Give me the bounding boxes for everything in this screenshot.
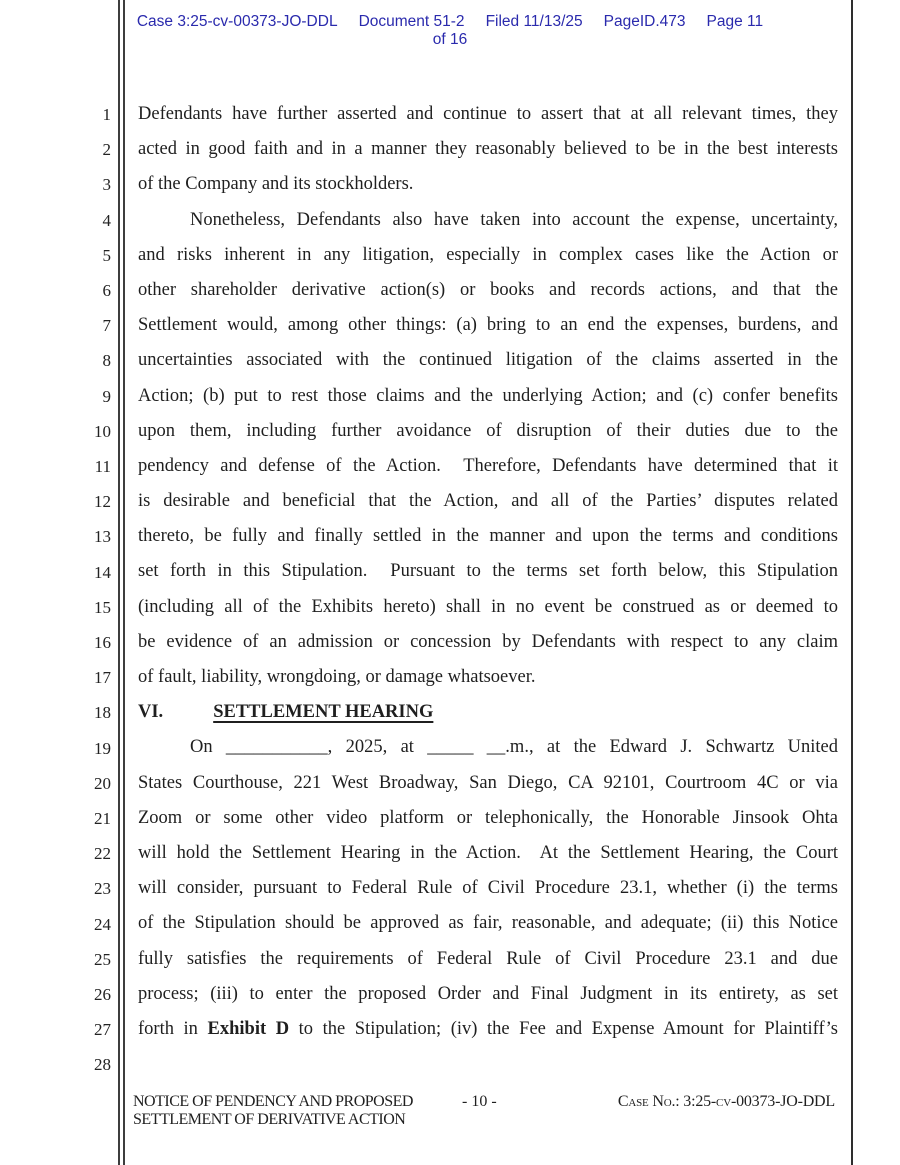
body-line: other shareholder derivative action(s) or books and records actions, and that the <box>138 279 838 300</box>
line-number: 6 <box>102 281 111 301</box>
body-line <box>138 1012 838 1047</box>
line-number: 28 <box>94 1055 111 1075</box>
line-number: 26 <box>94 985 111 1005</box>
line-number: 3 <box>102 175 111 195</box>
body-line: Action; (b) put to rest those claims and the underlying Action; and (c) confer benefits <box>138 385 838 406</box>
case-stamp-segment: Filed 11/13/25 <box>485 13 583 30</box>
line-number: 22 <box>94 844 111 864</box>
body-line: process; (iii) to enter the proposed Order and Final Judgment in its entirety, as set <box>138 983 838 1004</box>
left-double-rule-inner <box>123 0 125 1165</box>
body-line: and risks inherent in any litigation, especially in complex cases like the Action or <box>138 244 838 265</box>
body-line: acted in good faith and in a manner they reasonably believed to be in the best interests <box>138 139 838 160</box>
line-number: 19 <box>94 738 111 758</box>
section-heading <box>138 695 838 730</box>
body-line: uncertainties associated with the continued litigation of the claims asserted in the <box>138 350 838 371</box>
line-number: 9 <box>102 386 111 406</box>
body-line: (including all of the Exhibits hereto) shall in no event be construed as or deemed to <box>138 596 838 617</box>
body-line: pendency and defense of the Action. Therefore, Defendants have determined that it <box>138 455 838 476</box>
line-number: 13 <box>94 527 111 547</box>
case-stamp-segment: Page 11 <box>706 13 764 30</box>
pleading-body-text <box>138 97 838 1047</box>
line-number: 12 <box>94 492 111 512</box>
line-number: 2 <box>102 140 111 160</box>
line-number: 25 <box>94 949 111 969</box>
body-line: On ___________, 2025, at _____ __.m., at the Edward J. Schwartz United <box>190 737 838 758</box>
line-number: 11 <box>94 457 111 477</box>
body-text-segment: to the Stipulation; (iv) the Fee and Expense Amount for Plaintiff’s <box>289 1018 838 1039</box>
case-stamp-line1 <box>0 13 900 31</box>
line-number: 20 <box>94 773 111 793</box>
body-line: upon them, including further avoidance of disruption of their duties due to the <box>138 420 838 441</box>
case-stamp-line2: of 16 <box>432 30 468 48</box>
section-number: VI. <box>138 702 164 723</box>
body-line: Nonetheless, Defendants also have taken into account the expense, uncertainty, <box>190 209 838 230</box>
line-number: 17 <box>94 668 111 688</box>
body-line: Settlement would, among other things: (a) bring to an end the expenses, burdens, and <box>138 315 838 336</box>
footer-title-line2: SETTLEMENT OF DERIVATIVE ACTION <box>133 1110 406 1128</box>
line-number: 14 <box>94 562 111 582</box>
section-title: SETTLEMENT HEARING <box>213 702 434 723</box>
footer-case-number: Case No.: 3:25-cv-00373-JO-DDL <box>617 1093 835 1110</box>
line-number: 4 <box>102 210 111 230</box>
body-line: of the Stipulation should be approved as fair, reasonable, and adequate; (ii) this Notice <box>138 913 838 934</box>
case-stamp-segment: PageID.473 <box>603 13 686 30</box>
bold-exhibit-reference: Exhibit D <box>207 1018 290 1039</box>
line-number: 5 <box>102 245 111 265</box>
line-number: 10 <box>94 421 111 441</box>
body-line: fully satisfies the requirements of Federal Rule of Civil Procedure 23.1 and due <box>138 948 838 969</box>
line-number: 27 <box>94 1020 111 1040</box>
body-line: Zoom or some other video platform or telephonically, the Honorable Jinsook Ohta <box>138 807 838 828</box>
line-number: 16 <box>94 633 111 653</box>
body-line: will hold the Settlement Hearing in the Action. At the Settlement Hearing, the Court <box>138 842 838 863</box>
footer-document-title <box>133 1093 413 1128</box>
footer-title-line1: NOTICE OF PENDENCY AND PROPOSED <box>133 1093 413 1110</box>
body-line: of the Company and its stockholders. <box>138 174 414 195</box>
footer-page-number: - 10 - <box>462 1093 497 1110</box>
line-number: 7 <box>102 316 111 336</box>
case-stamp-header <box>0 13 900 48</box>
body-line: be evidence of an admission or concession by Defendants with respect to any claim <box>138 631 838 652</box>
body-line: will consider, pursuant to Federal Rule of Civil Procedure 23.1, whether (i) the terms <box>138 878 838 899</box>
line-number: 18 <box>94 703 111 723</box>
line-number: 15 <box>94 597 111 617</box>
right-margin-rule <box>851 0 853 1165</box>
case-stamp-segment: Case 3:25-cv-00373-JO-DDL <box>136 13 338 30</box>
body-line: thereto, be fully and finally settled in the manner and upon the terms and conditions <box>138 526 838 547</box>
body-text-segment: forth in <box>138 1018 208 1039</box>
line-number: 23 <box>94 879 111 899</box>
line-number: 24 <box>94 914 111 934</box>
body-line: of fault, liability, wrongdoing, or damage whatsoever. <box>138 667 536 687</box>
line-number: 8 <box>102 351 111 371</box>
body-line: set forth in this Stipulation. Pursuant to the terms set forth below, this Stipulation <box>138 561 838 582</box>
body-line: States Courthouse, 221 West Broadway, San Diego, CA 92101, Courtroom 4C or via <box>138 772 838 793</box>
body-line: Defendants have further asserted and continue to assert that at all relevant times, they <box>138 104 838 124</box>
line-number: 21 <box>94 809 111 829</box>
case-stamp-segment: Document 51-2 <box>358 13 465 30</box>
line-number-column <box>0 97 111 1083</box>
line-number: 1 <box>102 105 111 124</box>
body-line: is desirable and beneficial that the Action, and all of the Parties’ disputes related <box>138 491 838 512</box>
left-double-rule-outer <box>118 0 120 1165</box>
